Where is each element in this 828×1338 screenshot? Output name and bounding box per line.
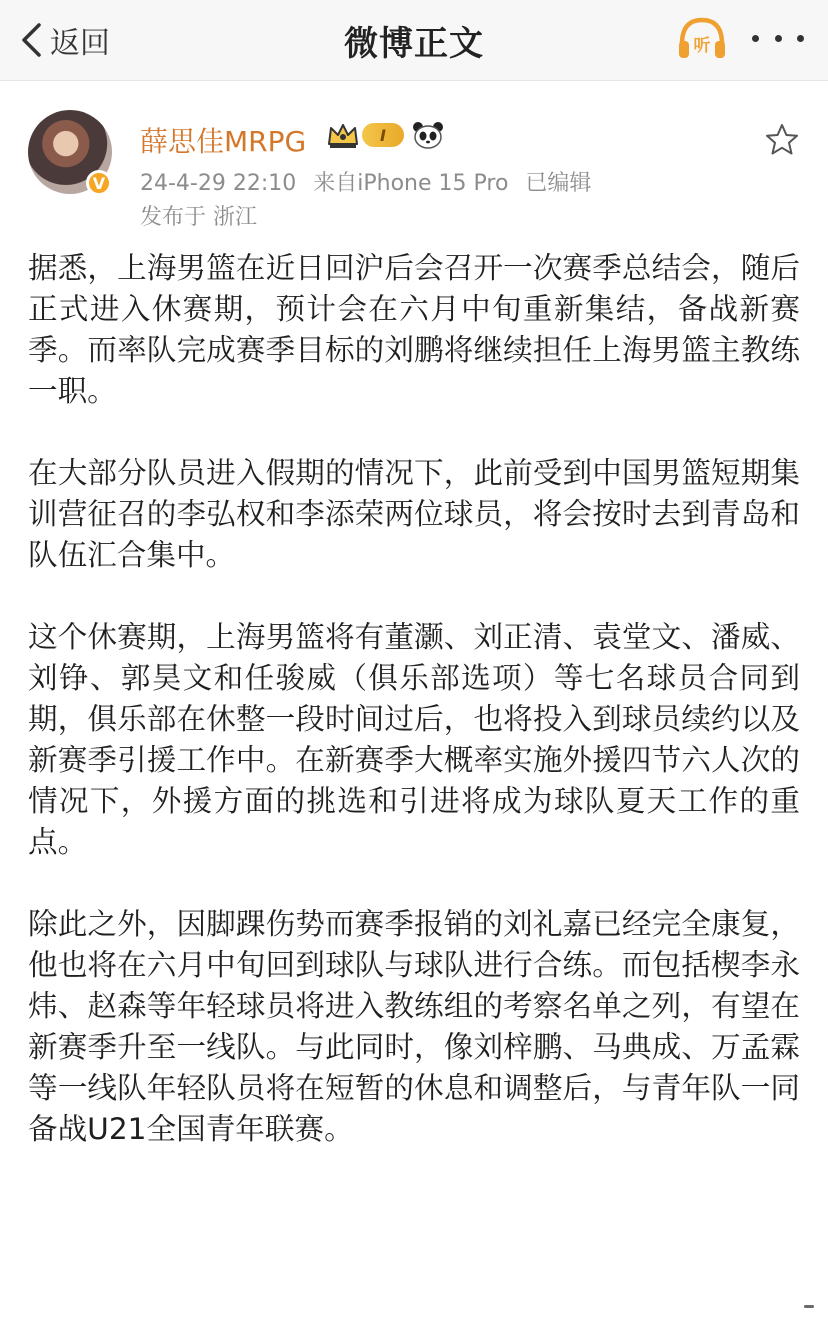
more-dot-icon [752, 35, 759, 42]
panda-icon [412, 120, 444, 150]
more-dot-icon [797, 35, 804, 42]
headphones-icon [676, 14, 728, 62]
post-body [28, 248, 800, 1191]
more-dot-icon [775, 35, 782, 42]
star-outline-icon[interactable] [764, 122, 800, 158]
post-meta [140, 166, 601, 197]
edited-label[interactable]: 已编辑 [525, 171, 592, 196]
user-badges [326, 120, 444, 150]
post-source: 来自iPhone 15 Pro [313, 171, 509, 196]
page-title: 微博正文 [344, 24, 484, 64]
verified-badge: V [86, 170, 112, 196]
post-paragraph: 据悉，上海男篮在近日回沪后会召开一次赛季总结会，随后正式进入休赛期，预计会在六月中旬重新集结，备战新赛季。而率队完成赛季目标的刘鹏将继续担任上海男篮主教练一职。 [28, 251, 800, 408]
post-paragraph: 这个休赛期，上海男篮将有董灏、刘正清、袁堂文、潘威、刘铮、郭昊文和任骏威（俱乐部选项）等七名球员合同到期，俱乐部在休整一段时间过后，也将投入到球员续约以及新赛季引援工作中。在新赛季大概率实施外援四节六人次的情况下，外援方面的挑选和引进将成为球队夏天工作的重点。 [28, 620, 800, 859]
author-name[interactable]: 薛思佳MRPG [140, 125, 307, 158]
post-paragraph: 在大部分队员进入假期的情况下，此前受到中国男篮短期集训营征召的李弘权和李添荣两位球员，将会按时去到青岛和队伍汇合集中。 [28, 456, 800, 572]
scrollbar[interactable] [804, 1305, 814, 1308]
post-location: 发布于 浙江 [140, 205, 257, 230]
top-navigation-bar [0, 0, 828, 81]
post-paragraph: 除此之外，因脚踝伤势而赛季报销的刘礼嘉已经完全康复，他也将在六月中旬回到球队与球队进行合练。而包括楔李永炜、赵森等年轻球员将进入教练组的考察名单之列，有望在新赛季升至一线队。与此同时，像刘梓鹏、马典成、万孟霖等一线队年轻队员将在短暂的休息和调整后，与青年队一同备战U21全国青年联赛。 [28, 907, 800, 1146]
listen-icon-label: 听 [693, 36, 711, 56]
more-options-button[interactable] [752, 30, 804, 46]
level-badge[interactable]: I [362, 123, 404, 147]
crown-icon[interactable] [326, 120, 360, 150]
back-label: 返回 [50, 26, 110, 61]
post-timestamp: 24-4-29 22:10 [140, 171, 297, 196]
listen-button[interactable] [676, 14, 728, 62]
